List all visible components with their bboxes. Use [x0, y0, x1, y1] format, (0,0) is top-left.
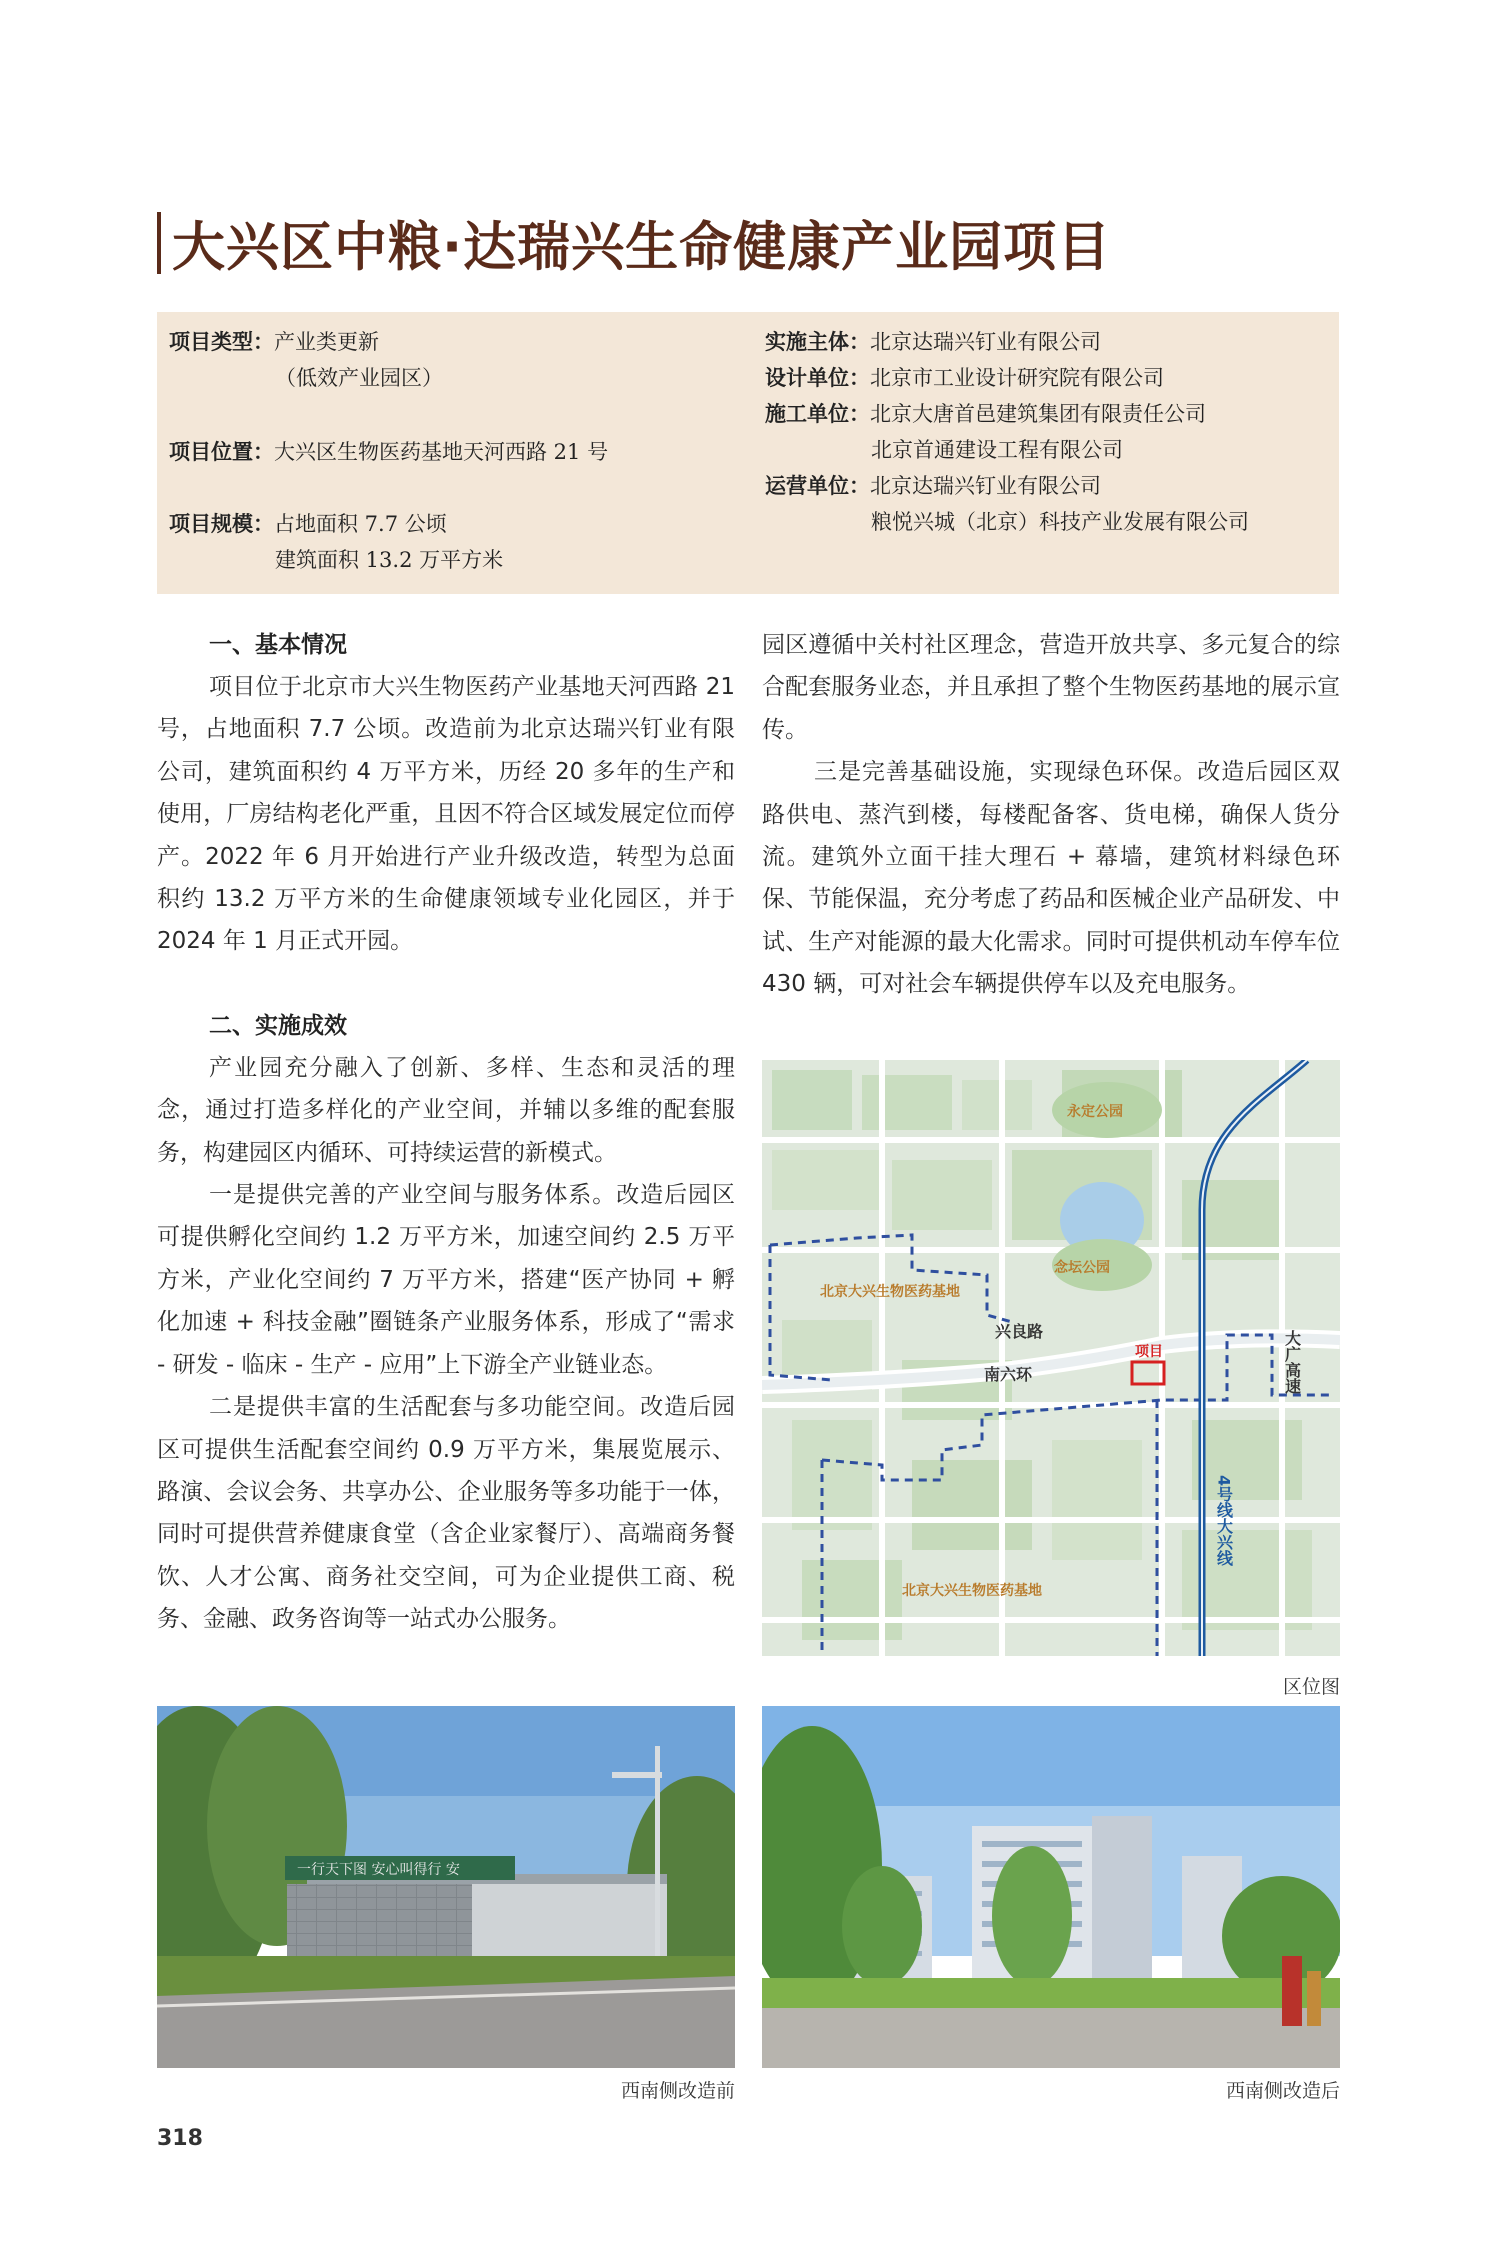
map-label-daguang-expressway: 大广高速: [1282, 1330, 1302, 1394]
info-scale-value-2: 建筑面积 13.2 万平方米: [275, 548, 504, 572]
map-label-xingliang-road: 兴良路: [995, 1322, 1044, 1341]
results-paragraph-3-cont: 园区遵循中关村社区理念，营造开放共享、多元复合的综合配套服务业态，并且承担了整个生物医药基地的展示宣传。: [762, 632, 1340, 743]
info-location: [169, 436, 608, 466]
map-label-yongding-park: 永定公园: [1067, 1104, 1123, 1120]
info-designer-label: 设计单位：: [765, 365, 870, 390]
info-operator-label: 运营单位：: [765, 473, 870, 498]
map-label-project: 项目: [1135, 1344, 1163, 1360]
photo-after-caption: 西南侧改造后: [1225, 2080, 1340, 2102]
map-label-niantan-park: 念坛公园: [1054, 1260, 1110, 1276]
basic-paragraph: 项目位于北京市大兴生物医药产业基地天河西路 21 号，占地面积 7.7 公顷。改造前为北京达瑞兴钉业有限公司，建筑面积约 4 万平方米，历经 20 多年的生产和使用，厂房结构老化严重，且因不符合区域发展定位而停产。2022 年 6 月开始进行产业升级改造，转型为总面积约 13.2 万平方米的生命健康领域专业化园区，并于 2024 年 1 月正式开园。: [157, 674, 735, 955]
info-type-value-2: （低效产业园区）: [275, 366, 443, 390]
info-implementer-value: 北京达瑞兴钉业有限公司: [870, 330, 1101, 354]
info-designer: [765, 362, 1164, 392]
info-operator-value-2: 粮悦兴城（北京）科技产业发展有限公司: [871, 510, 1249, 534]
results-paragraph-2: 一是提供完善的产业空间与服务体系。改造后园区可提供孵化空间约 1.2 万平方米，加速空间约 2.5 万平方米，产业化空间约 7 万平方米，搭建“医产协同 + 孵化加速 + 科技金融”圈链条产业服务体系，形成了“需求 - 研发 - 临床 - 生产 - 应用”上下游全产业链业态。: [157, 1182, 735, 1378]
info-scale-label: 项目规模：: [169, 511, 274, 536]
right-text-column: [762, 624, 1340, 1006]
results-paragraph-4: 三是完善基础设施，实现绿色环保。改造后园区双路供电、蒸汽到楼，每楼配备客、货电梯，确保人货分流。建筑外立面干挂大理石 + 幕墙，建筑材料绿色环保、节能保温，充分考虑了药品和医械企业产品研发、中试、生产对能源的最大化需求。同时可提供机动车停车位 430 辆，可对社会车辆提供停车以及充电服务。: [762, 759, 1340, 998]
section-heading-results: 二、实施成效: [209, 1012, 347, 1039]
photo-sign-text: 一行天下图 安心叫得行 安: [297, 1862, 460, 1878]
map-label-south-sixth-ring: 南六环: [984, 1365, 1033, 1384]
results-paragraph-1: 产业园充分融入了创新、多样、生态和灵活的理念，通过打造多样化的产业空间，并辅以多维的配套服务，构建园区内循环、可持续运营的新模式。: [157, 1054, 735, 1166]
info-designer-value: 北京市工业设计研究院有限公司: [870, 366, 1164, 390]
info-location-label: 项目位置：: [169, 439, 274, 464]
info-builder-value-2: 北京首通建设工程有限公司: [871, 438, 1123, 462]
section-heading-basic: 一、基本情况: [209, 632, 347, 658]
photo-after: [762, 1706, 1340, 2068]
page-number: 318: [157, 2126, 203, 2151]
map-label-base-top: 北京大兴生物医药基地: [820, 1284, 960, 1300]
results-paragraph-3: 二是提供丰富的生活配套与多功能空间。改造后园区可提供生活配套空间约 0.9 万平方米，集展览展示、路演、会议会务、共享办公、企业服务等多功能于一体，同时可提供营养健康食堂（含企业家餐厅）、高端商务餐饮、人才公寓、商务社交空间，可为企业提供工商、税务、金融、政务咨询等一站式办公服务。: [157, 1394, 735, 1633]
info-implementer-label: 实施主体：: [765, 329, 870, 354]
info-type-value: 产业类更新: [274, 330, 379, 354]
map-label-base-bottom: 北京大兴生物医药基地: [902, 1583, 1042, 1599]
location-map: [762, 1060, 1340, 1656]
info-implementer: [765, 326, 1101, 356]
project-info-box: [157, 312, 1339, 594]
info-location-value: 大兴区生物医药基地天河西路 21 号: [274, 440, 609, 464]
left-text-column: [157, 624, 735, 1641]
page-title: 大兴区中粮·达瑞兴生命健康产业园项目: [172, 217, 1112, 278]
info-type-label: 项目类型：: [169, 329, 274, 354]
info-type: [169, 326, 379, 356]
info-scale-value: 占地面积 7.7 公顷: [274, 512, 447, 536]
map-caption: 区位图: [1282, 1676, 1340, 1698]
info-builder-value: 北京大唐首邑建筑集团有限责任公司: [870, 402, 1206, 426]
info-operator-value: 北京达瑞兴钉业有限公司: [870, 474, 1101, 498]
photo-before-caption: 西南侧改造前: [620, 2080, 735, 2102]
info-builder-label: 施工单位：: [765, 401, 870, 426]
title-accent-bar: [157, 212, 161, 274]
info-builder: [765, 398, 1206, 428]
info-scale: [169, 508, 447, 538]
info-operator: [765, 470, 1101, 500]
map-label-line4: 4号线大兴线: [1214, 1475, 1234, 1567]
photo-before: [157, 1706, 735, 2068]
